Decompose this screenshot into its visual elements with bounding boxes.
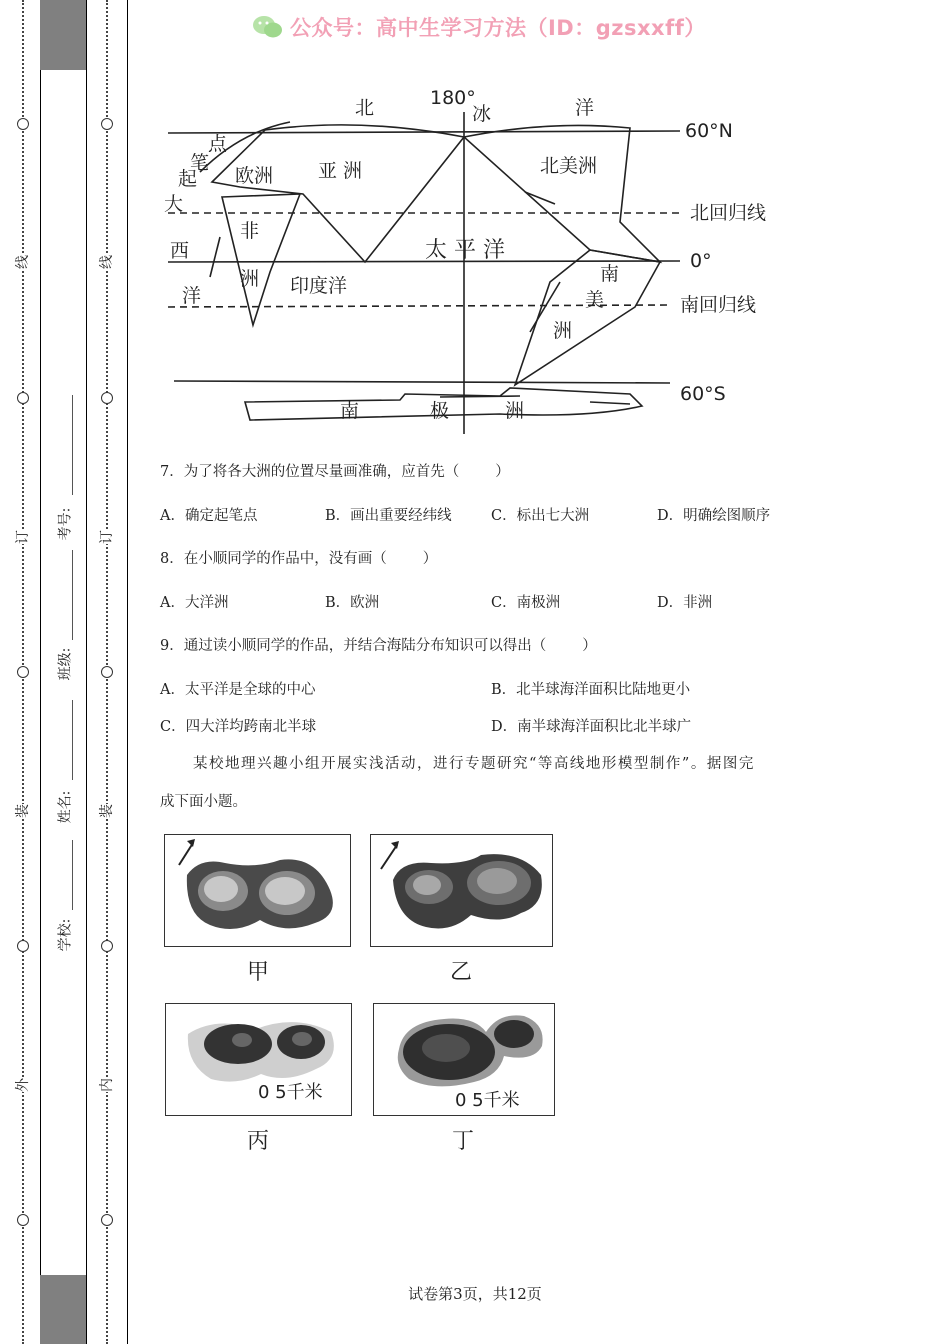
circle-mark — [17, 666, 29, 678]
model-yi-label: 乙 — [450, 960, 473, 985]
q9-option-c[interactable]: C．四大洋均跨南北半球 — [160, 719, 317, 735]
label-arctic-2: 冰 — [472, 103, 492, 125]
route-arrow — [210, 237, 220, 277]
label-60s: 60°S — [680, 383, 726, 405]
label-arctic-1: 北 — [355, 97, 375, 119]
model-bing-label: 丙 — [247, 1129, 270, 1154]
inner-label-bind: 装 — [96, 804, 116, 818]
label-60n: 60°N — [685, 120, 733, 142]
header-title: 公众号：高中生学习方法（ID：gzsxxff） — [290, 16, 706, 40]
lat-60s-line — [174, 381, 670, 383]
q8-stem: 在小顺同学的作品中，没有画（ — [183, 551, 387, 567]
inner-label-inside: 内 — [96, 1078, 116, 1092]
label-180: 180° — [430, 87, 476, 109]
field-name-line[interactable] — [72, 700, 73, 780]
q9-stem: 通过读小顺同学的作品，并结合海陆分布知识可以得出（ — [183, 638, 547, 654]
q7-option-b[interactable]: B．画出重要经纬线 — [325, 508, 452, 524]
strip-line — [40, 0, 41, 1344]
north-arrow-icon — [179, 843, 193, 865]
label-start-1: 点 — [208, 133, 228, 155]
north-arrow-icon — [381, 845, 397, 869]
label-north-america: 北美洲 — [540, 155, 598, 177]
label-ant-1: 南 — [340, 400, 360, 422]
label-tropic-cancer: 北回归线 — [690, 202, 767, 224]
model-ding-scale: 0 5千米 — [455, 1090, 520, 1111]
q8-close: ） — [422, 551, 438, 567]
world-sketch-map — [160, 82, 800, 442]
q7-close: ） — [495, 464, 510, 480]
circle-mark — [101, 118, 113, 130]
q8-option-b[interactable]: B．欧洲 — [325, 595, 380, 611]
q9-option-d[interactable]: D．南半球海洋面积比北半球广 — [491, 719, 692, 735]
south-america-outline — [515, 250, 660, 385]
route-arrow — [590, 402, 630, 404]
inner-label-line: 线 — [96, 255, 116, 269]
circle-mark — [101, 940, 113, 952]
field-school-label: 学校: — [57, 918, 74, 952]
circle-mark — [17, 940, 29, 952]
circle-mark — [101, 666, 113, 678]
intro-line-1: 某校地理兴趣小组开展实浅活动，进行专题研究“等高线地形模型制作”。据图完 — [193, 756, 755, 772]
model-jia-label: 甲 — [247, 960, 270, 985]
label-start-2: 笔 — [190, 152, 210, 174]
label-asia: 亚 洲 — [318, 160, 363, 182]
question-7 — [160, 460, 510, 481]
label-pacific: 太 平 洋 — [425, 238, 505, 263]
label-start-3: 起 — [178, 168, 198, 190]
route-arrow — [440, 396, 520, 397]
binding-strip — [0, 0, 128, 1344]
wechat-icon — [252, 14, 284, 40]
question-8 — [160, 547, 437, 568]
q9-option-a[interactable]: A．太平洋是全球的中心 — [160, 682, 316, 698]
outer-label-line: 线 — [12, 255, 32, 269]
field-name-label: 姓名: — [57, 790, 74, 824]
model-bing-scale: 0 5千米 — [258, 1082, 323, 1103]
page-footer: 试卷第3页，共12页 — [408, 1285, 542, 1303]
label-europe: 欧洲 — [235, 165, 274, 187]
q7-option-d[interactable]: D．明确绘图顺序 — [657, 508, 771, 524]
field-exam-label: 考号: — [57, 507, 74, 541]
page-header — [252, 12, 706, 42]
label-sa-3: 洲 — [553, 320, 573, 342]
strip-line — [127, 0, 128, 1344]
q7-option-c[interactable]: C．标出七大洲 — [491, 508, 590, 524]
label-atlantic-3: 洋 — [182, 285, 202, 307]
q9-number: 9． — [160, 638, 184, 654]
q9-option-b[interactable]: B．北半球海洋面积比陆地更小 — [491, 682, 691, 698]
label-ant-3: 洲 — [505, 400, 525, 422]
q9-close: ） — [582, 638, 597, 654]
outer-label-outside: 外 — [12, 1078, 32, 1092]
label-tropic-capricorn: 南回归线 — [680, 294, 757, 316]
label-ant-2: 极 — [430, 400, 450, 422]
lat-equator-line — [168, 261, 680, 262]
q7-option-a[interactable]: A．确定起笔点 — [160, 508, 258, 524]
lat-60n-line — [168, 131, 680, 133]
model-yi — [370, 834, 553, 947]
label-atlantic-2: 西 — [170, 240, 190, 262]
gray-bar-top — [40, 0, 86, 70]
field-class-label: 班级: — [57, 647, 74, 681]
label-sa-2: 美 — [585, 289, 605, 311]
label-indian: 印度洋 — [290, 275, 348, 297]
q8-option-a[interactable]: A．大洋洲 — [160, 595, 229, 611]
question-9 — [160, 634, 597, 655]
label-sa-1: 南 — [600, 263, 620, 285]
field-school-line[interactable] — [72, 840, 73, 910]
label-equator: 0° — [690, 250, 712, 272]
circle-mark — [101, 1214, 113, 1226]
circle-mark — [17, 118, 29, 130]
outer-label-order: 订 — [12, 530, 32, 544]
label-arctic-3: 洋 — [575, 97, 595, 119]
label-atlantic-1: 大 — [164, 193, 184, 215]
inner-label-order: 订 — [96, 530, 116, 544]
field-class-line[interactable] — [72, 550, 73, 640]
circle-mark — [101, 392, 113, 404]
label-africa-1: 非 — [240, 220, 260, 242]
q7-stem: 为了将各大洲的位置尽量画准确，应首先（ — [183, 464, 460, 480]
model-jia — [164, 834, 351, 947]
label-africa-2: 洲 — [240, 268, 260, 290]
q8-number: 8． — [160, 551, 184, 567]
field-exam-line[interactable] — [72, 395, 73, 495]
model-ding-label: 丁 — [452, 1129, 475, 1154]
route-arrow — [525, 192, 555, 204]
strip-line — [86, 0, 87, 1344]
circle-mark — [17, 1214, 29, 1226]
q8-option-d[interactable]: D．非洲 — [657, 595, 713, 611]
intro-line-2: 成下面小题。 — [160, 794, 247, 810]
q7-number: 7． — [160, 464, 184, 480]
outer-label-bind: 装 — [12, 804, 32, 818]
q8-option-c[interactable]: C．南极洲 — [491, 595, 561, 611]
circle-mark — [17, 392, 29, 404]
